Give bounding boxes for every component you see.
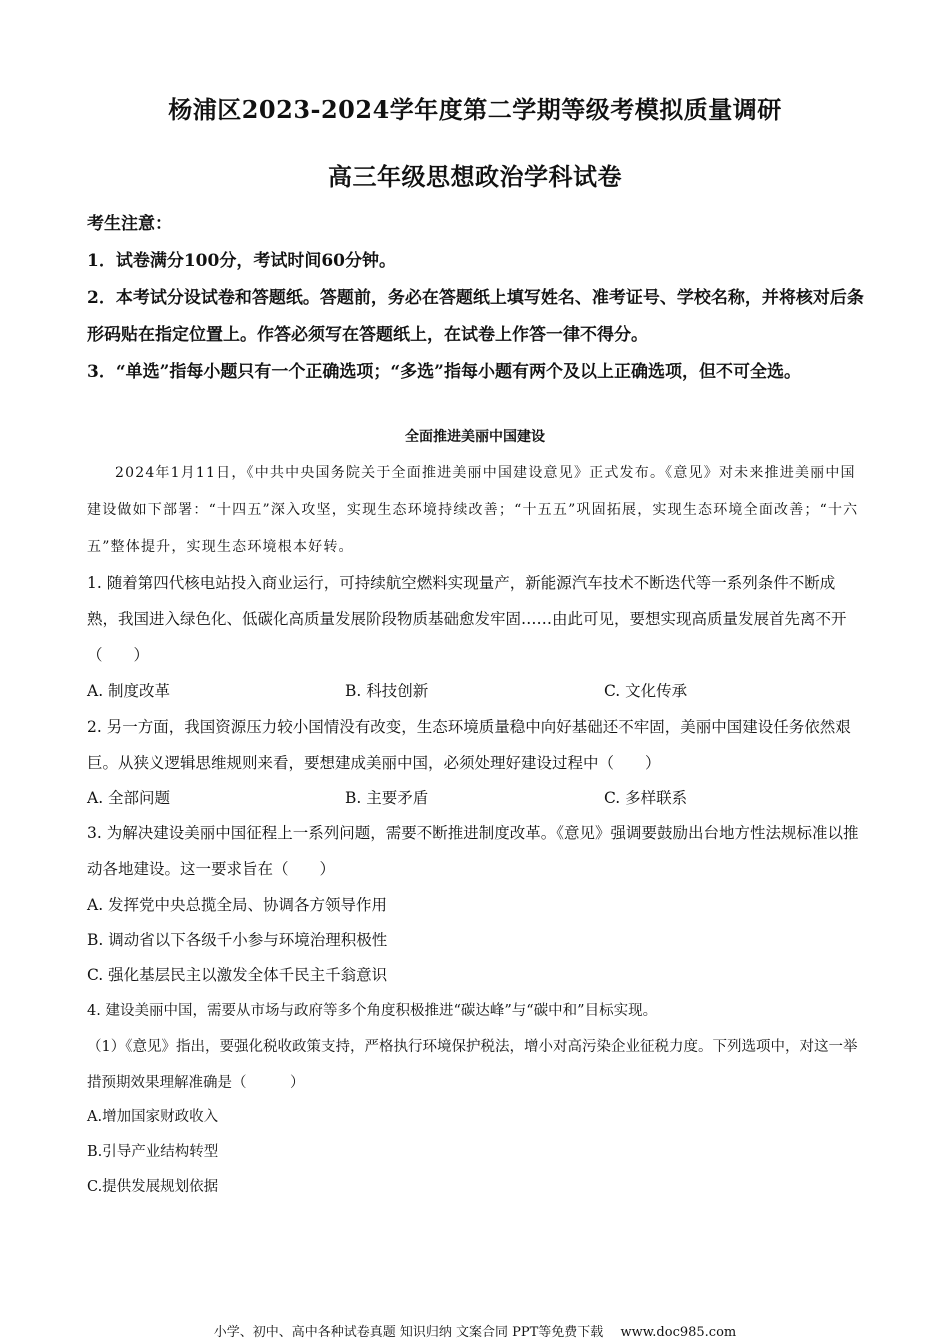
question-4-option-b: B.引导产业结构转型 [87,1144,219,1160]
section-title: 全面推进美丽中国建设 [405,429,545,445]
question-1-option-b: B. 科技创新 [345,682,429,700]
question-3-stem: 3. 为解决建设美丽中国征程上一系列问题，需要不断推进制度改革。《意见》强调要鼓励出台地方性法规标准以推动各地建设。这一要求旨在（ ） [87,824,859,878]
question-4-stem: 4. 建设美丽中国，需要从市场与政府等多个角度积极推进“碳达峰”与“碳中和”目标实现。 [87,1003,658,1019]
question-1-option-c: C. 文化传承 [604,682,688,700]
question-3-option-b: B. 调动省以下各级千小参与环境治理积极性 [87,931,388,949]
notice-item: 1．试卷满分100分，考试时间60分钟。 [87,251,396,271]
question-1-stem: 1. 随着第四代核电站投入商业运行，可持续航空燃料实现量产，新能源汽车技术不断迭代等一系列条件不断成熟，我国进入绿色化、低碳化高质量发展阶段物质基础愈发牢固……由此可见，要想实现高质量发展首先离不开（ ） [87,574,847,664]
exam-title: 杨浦区2023-2024学年度第二学期等级考模拟质量调研 [168,95,782,124]
question-2-option-a: A. 全部问题 [87,789,171,807]
question-3-option-c: C. 强化基层民主以激发全体千民主千翁意识 [87,966,388,984]
question-4-option-c: C.提供发展规划依据 [87,1179,219,1195]
question-3-option-a: A. 发挥党中央总揽全局、协调各方领导作用 [87,896,388,914]
section-intro: 2024年1月11日，《中共中央国务院关于全面推进美丽中国建设意见》正式发布。《意见》对未来推进美丽中国建设做如下部署：“十四五”深入攻坚，实现生态环境持续改善；“十五五”巩固拓展，实现生态环境全面改善；“十六五”整体提升，实现生态环境根本好转。 [87,465,859,555]
exam-subtitle: 高三年级思想政治学科试卷 [328,162,622,191]
notice-item: 2．本考试分设试卷和答题纸。答题前，务必在答题纸上填写姓名、准考证号、学校名称，并将核对后条形码贴在指定位置上。作答必须写在答题纸上，在试卷上作答一律不得分。 [87,288,864,345]
exam-notice [87,206,867,391]
question-2-stem: 2. 另一方面，我国资源压力较小国情没有改变，生态环境质量稳中向好基础还不牢固，美丽中国建设任务依然艰巨。从狭义逻辑思维规则来看，要想建成美丽中国，必须处理好建设过程中（ ） [87,718,851,772]
notice-item: 3．“单选”指每小题只有一个正确选项；“多选”指每小题有两个及以上正确选项，但不可全选。 [87,362,801,382]
notice-heading: 考生注意： [87,214,172,234]
question-4-option-a: A.增加国家财政收入 [87,1109,219,1125]
question-1-option-a: A. 制度改革 [87,682,171,700]
question-2-option-c: C. 多样联系 [604,789,688,807]
page-footer: 小学、初中、高中各种试卷真题 知识归纳 文案合同 PPT等免费下载 www.doc985.com [213,1325,737,1340]
question-4-sub: （1）《意见》指出，要强化税收政策支持，严格执行环境保护税法，增小对高污染企业征税力度。下列选项中，对这一举措预期效果理解准确是（ ） [87,1039,858,1091]
question-2-option-b: B. 主要矛盾 [345,789,429,807]
